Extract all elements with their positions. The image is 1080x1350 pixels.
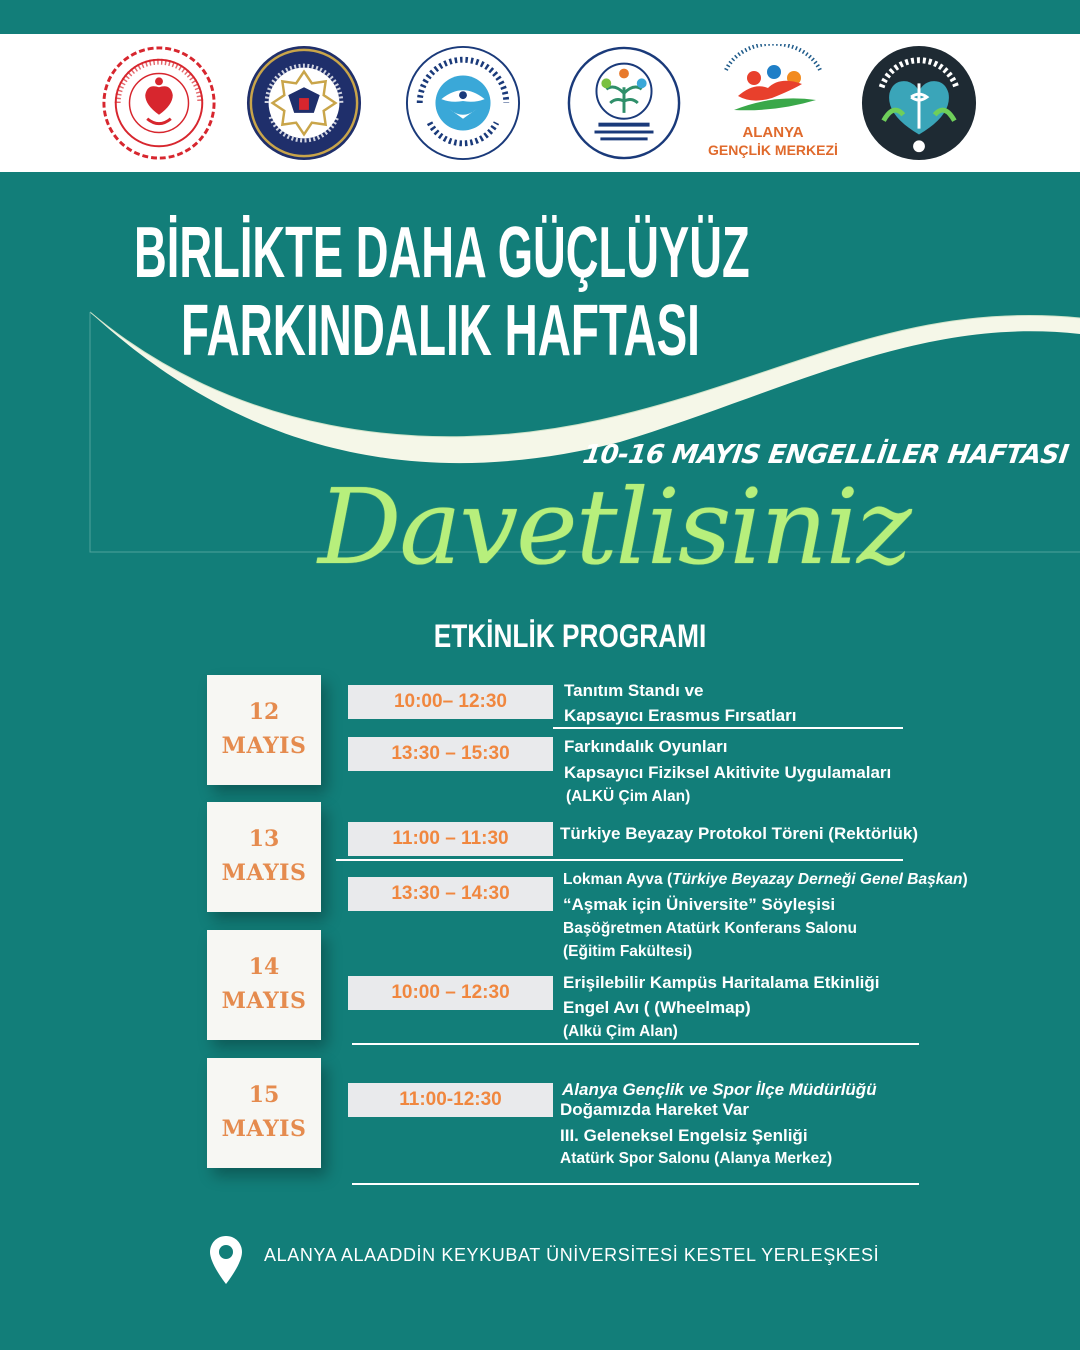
program-title: ETKİNLİK PROGRAMI <box>433 618 707 654</box>
event-4-line-3: (Eğitim Fakültesi) <box>563 943 693 960</box>
event-2-line-3: (ALKÜ Çim Alan) <box>566 788 691 805</box>
speaker-name: Lokman Ayva ( <box>563 871 673 888</box>
event-6-line-2: III. Geleneksel Engelsiz Şenliği <box>560 1126 808 1145</box>
day-month: MAYIS <box>221 733 307 759</box>
event-3-line-1: Türkiye Beyazay Protokol Töreni (Rektörlük) <box>560 824 919 843</box>
location-pin-icon <box>208 1234 244 1286</box>
day-number: 12 <box>248 699 280 725</box>
event-6-line-1: Doğamızda Hareket Var <box>560 1100 749 1119</box>
divider <box>553 727 903 729</box>
divider <box>336 859 903 861</box>
day-card-14 <box>207 930 321 1040</box>
genclik-merkezi-line1: ALANYA <box>742 124 804 141</box>
event-2-line-2: Kapsayıcı Fiziksel Akitivite Uygulamaları <box>564 763 892 782</box>
event-1-line-2: Kapsayıcı Erasmus Fırsatları <box>564 706 797 725</box>
event-6-line-3: Atatürk Spor Salonu (Alanya Merkez) <box>560 1150 833 1167</box>
address: ALANYA ALAADDİN KEYKUBAT ÜNİVERSİTESİ KESTEL YERLEŞKESİ <box>264 1245 880 1265</box>
day-month: MAYIS <box>221 1116 307 1142</box>
event-4-line-2: Başöğretmen Atatürk Konferans Salonu <box>563 920 857 937</box>
subtitle: 10-16 MAYIS ENGELLİLER HAFTASI <box>580 440 1071 470</box>
divider <box>352 1183 919 1185</box>
day-card-15 <box>207 1058 321 1168</box>
event-5-time: 10:00 – 12:30 <box>348 976 553 1010</box>
day-number: 13 <box>248 826 280 852</box>
event-4-speaker <box>563 871 968 889</box>
genclik-merkezi-logo <box>708 44 838 162</box>
day-card-13 <box>207 802 321 912</box>
event-5-line-3: (Alkü Çim Alan) <box>563 1023 678 1040</box>
event-5-line-1: Erişilebilir Kampüs Haritalama Etkinliği <box>563 973 880 992</box>
event-4-time: 13:30 – 14:30 <box>348 877 553 911</box>
event-2-time: 13:30 – 15:30 <box>348 737 553 771</box>
genclik-merkezi-line2: GENÇLİK MERKEZİ <box>708 142 838 158</box>
kaymakamlik-seal-logo <box>245 44 363 162</box>
day-card-12 <box>207 675 321 785</box>
event-6-time: 11:00-12:30 <box>348 1083 553 1117</box>
logo-band <box>0 34 1080 172</box>
event-3-time: 11:00 – 11:30 <box>348 822 553 856</box>
divider <box>352 1043 919 1045</box>
davetlisiniz-heading: Davetlisiniz <box>318 466 910 588</box>
organizer-name: Alanya Gençlik ve Spor İlçe Müdürlüğü <box>562 1080 877 1099</box>
alku-university-seal-logo <box>404 44 522 162</box>
speaker-close: ) <box>962 871 968 888</box>
event-2-line-1: Farkındalık Oyunları <box>564 737 728 756</box>
alku-engelli-koordinatorlugu-logo <box>565 44 683 162</box>
title-line-2: FARKINDALIK HAFTASI <box>181 291 700 371</box>
day-number: 15 <box>248 1082 280 1108</box>
day-month: MAYIS <box>221 860 307 886</box>
event-1-time: 10:00– 12:30 <box>348 685 553 719</box>
day-month: MAYIS <box>221 988 307 1014</box>
yasama-dokunus-logo <box>860 44 978 162</box>
day-number: 14 <box>248 954 280 980</box>
event-1-line-1: Tanıtım Standı ve <box>564 681 704 700</box>
event-4-line-1: “Aşmak için Üniversite” Söyleşisi <box>563 895 836 914</box>
event-6-organizer <box>562 1080 877 1100</box>
event-5-line-2: Engel Avı ( (Wheelmap) <box>563 998 751 1017</box>
speaker-title: Türkiye Beyazay Derneği Genel Başkan <box>672 871 963 888</box>
ministry-seal-logo <box>100 44 218 162</box>
title-line-1: BİRLİKTE DAHA GÜÇLÜYÜZ <box>134 213 750 293</box>
